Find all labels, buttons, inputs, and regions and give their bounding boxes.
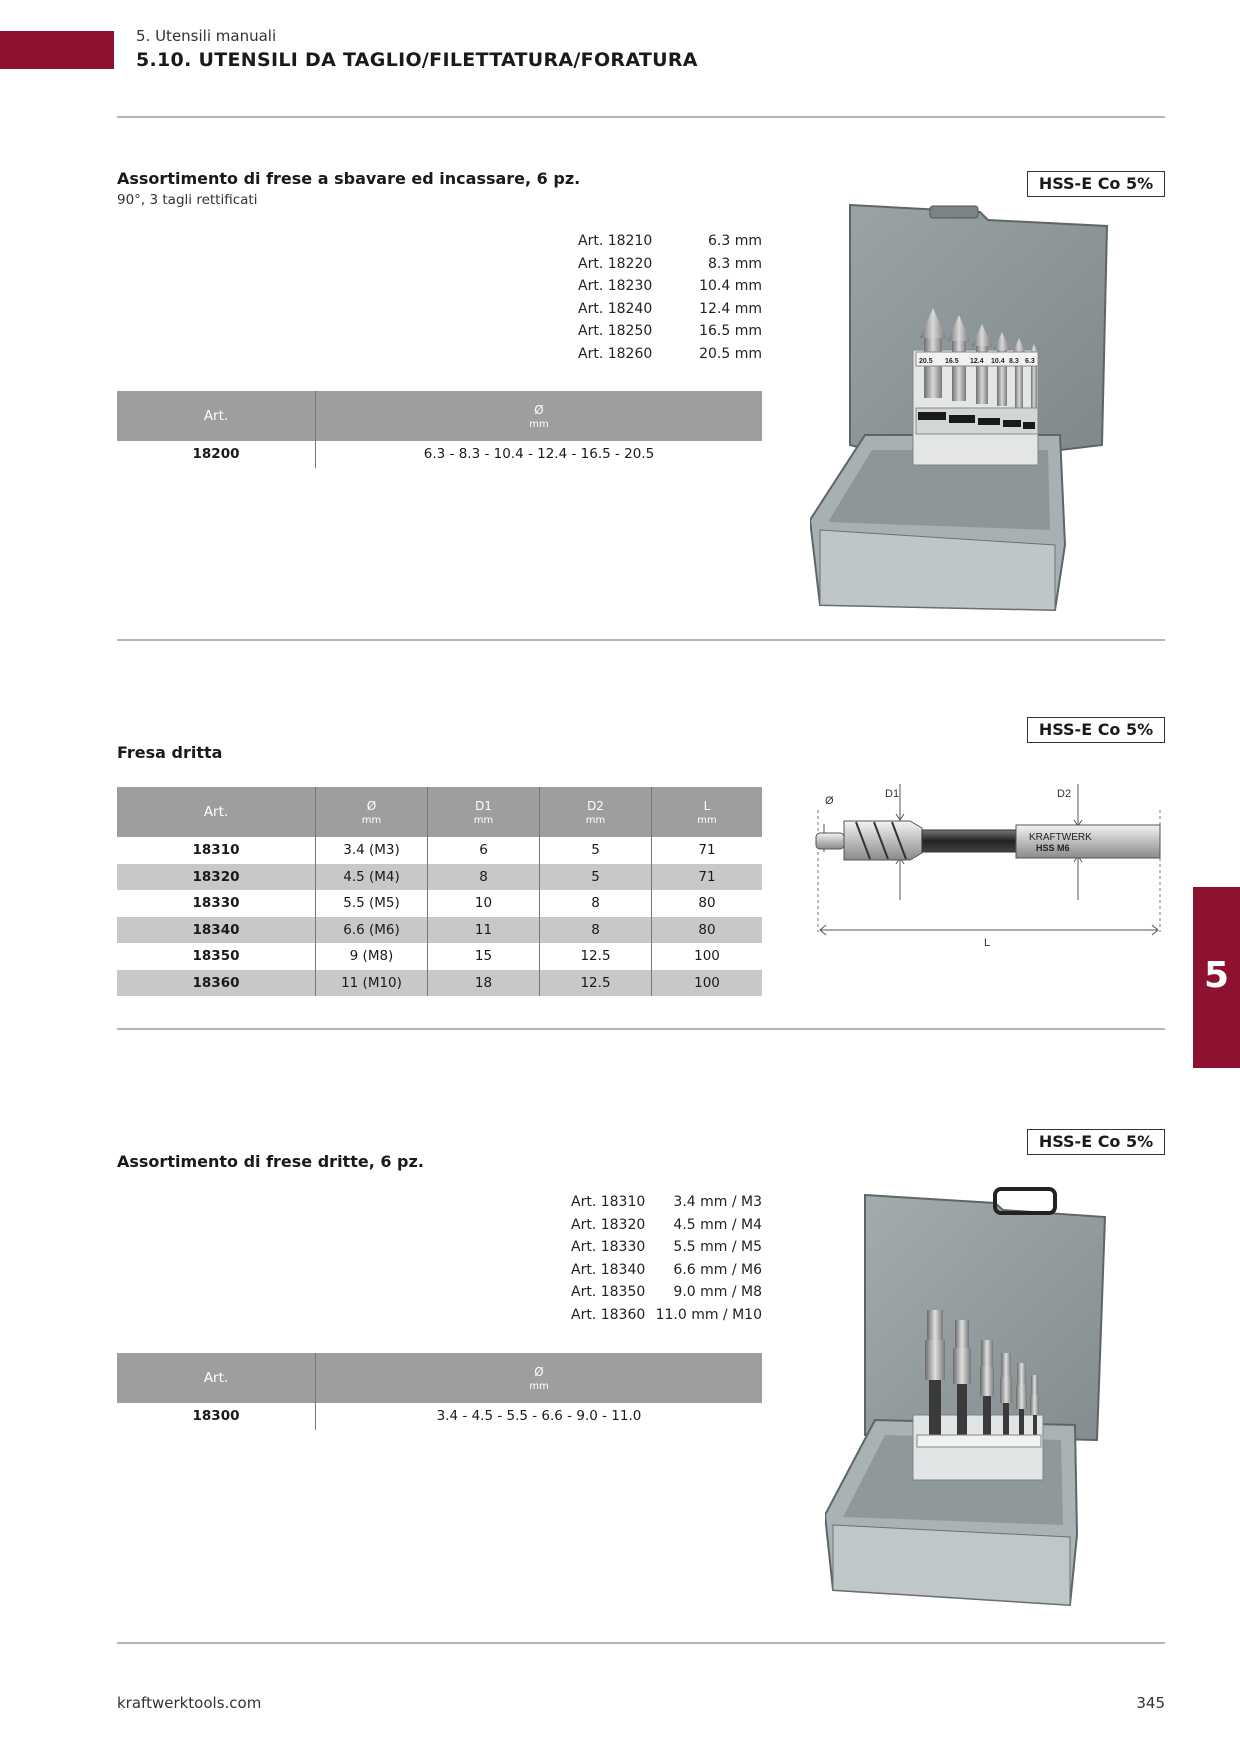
dimension-label: L bbox=[984, 937, 991, 949]
section1-title: Assortimento di frese a sbavare ed incassare, 6 pz. bbox=[117, 169, 581, 188]
section2-title: Fresa dritta bbox=[117, 743, 223, 762]
header-accent-bar bbox=[0, 31, 114, 69]
table-row bbox=[117, 441, 762, 468]
table-row: 18330 5.5 (M5) 10 8 80 bbox=[117, 890, 762, 917]
bit-label: 10.4 bbox=[991, 358, 1005, 365]
bit-label: 20.5 bbox=[919, 358, 933, 365]
list-item: Art. 18260 20.5 mm bbox=[578, 345, 762, 362]
dimension-label: D2 bbox=[1057, 788, 1072, 800]
dimension-label: D1 bbox=[885, 788, 900, 800]
divider bbox=[117, 1028, 1165, 1030]
table-cell: 6.3 - 8.3 - 10.4 - 12.4 - 16.5 - 20.5 bbox=[316, 441, 763, 468]
column-header: Ø mm bbox=[316, 1353, 763, 1403]
list-item: Art. 18230 10.4 mm bbox=[578, 278, 762, 294]
bit-label: 6.3 bbox=[1025, 358, 1035, 365]
article-list bbox=[578, 233, 762, 368]
bit-label: 12.4 bbox=[970, 358, 984, 365]
table-header-row bbox=[117, 391, 762, 441]
divider bbox=[117, 1642, 1165, 1644]
page-number: 345 bbox=[1136, 1694, 1165, 1712]
column-header: Ø mm bbox=[316, 391, 763, 441]
list-item: Art. 18240 12.4 mm bbox=[578, 300, 762, 317]
list-item: Art. 18310 3.4 mm / M3 bbox=[571, 1194, 762, 1210]
list-item: Art. 18320 4.5 mm / M4 bbox=[571, 1216, 762, 1233]
column-header: Ø mm bbox=[316, 787, 428, 837]
chapter-tab: 5 bbox=[1193, 887, 1240, 1068]
dimension-label: Ø bbox=[825, 795, 834, 807]
counterbore-set-image bbox=[825, 1185, 1115, 1610]
list-item: Art. 18250 16.5 mm bbox=[578, 323, 762, 339]
tool-marking: HSS M6 bbox=[1036, 843, 1070, 853]
counterbore-diagram bbox=[810, 780, 1170, 960]
material-badge: HSS-E Co 5% bbox=[1027, 1129, 1165, 1155]
spec-table bbox=[117, 391, 762, 468]
section3-title: Assortimento di frese dritte, 6 pz. bbox=[117, 1152, 424, 1171]
column-header: D1 mm bbox=[428, 787, 540, 837]
table-row: 18340 6.6 (M6) 11 8 80 bbox=[117, 917, 762, 944]
table-header-row bbox=[117, 1353, 762, 1403]
spec-table bbox=[117, 1353, 762, 1430]
table-row: 18320 4.5 (M4) 8 5 71 bbox=[117, 864, 762, 891]
list-item: Art. 18330 5.5 mm / M5 bbox=[571, 1239, 762, 1255]
column-header: Art. bbox=[117, 391, 316, 441]
column-header: Art. bbox=[117, 1353, 316, 1403]
column-header: Art. bbox=[117, 787, 316, 837]
list-item: Art. 18220 8.3 mm bbox=[578, 255, 762, 272]
column-header: D2 mm bbox=[540, 787, 652, 837]
table-cell: 18300 bbox=[192, 1408, 240, 1425]
dimension-table bbox=[117, 787, 762, 996]
material-badge: HSS-E Co 5% bbox=[1027, 171, 1165, 197]
material-badge: HSS-E Co 5% bbox=[1027, 717, 1165, 743]
table-row: 18350 9 (M8) 15 12.5 100 bbox=[117, 943, 762, 970]
breadcrumb: 5. Utensili manuali bbox=[136, 27, 277, 45]
table-row: 18310 3.4 (M3) 6 5 71 bbox=[117, 837, 762, 864]
column-header: L mm bbox=[652, 787, 763, 837]
bit-label: 8.3 bbox=[1009, 358, 1019, 365]
table-header-row bbox=[117, 787, 762, 837]
table-row: 18360 11 (M10) 18 12.5 100 bbox=[117, 970, 762, 997]
footer-website: kraftwerktools.com bbox=[117, 1694, 262, 1712]
divider bbox=[117, 639, 1165, 641]
table-row bbox=[117, 1403, 762, 1430]
brand-marking: KRAFTWERK bbox=[1029, 832, 1092, 843]
divider bbox=[117, 116, 1165, 118]
table-cell: 3.4 - 4.5 - 5.5 - 6.6 - 9.0 - 11.0 bbox=[316, 1403, 763, 1430]
list-item: Art. 18210 6.3 mm bbox=[578, 233, 762, 249]
table-cell: 18200 bbox=[192, 446, 240, 463]
section1-subtitle: 90°, 3 tagli rettificati bbox=[117, 192, 258, 208]
list-item: Art. 18360 11.0 mm / M10 bbox=[571, 1306, 762, 1323]
bit-label: 16.5 bbox=[945, 358, 959, 365]
page-title: 5.10. UTENSILI DA TAGLIO/FILETTATURA/FORATURA bbox=[136, 49, 698, 71]
list-item: Art. 18350 9.0 mm / M8 bbox=[571, 1284, 762, 1300]
countersink-set-image bbox=[810, 200, 1115, 620]
list-item: Art. 18340 6.6 mm / M6 bbox=[571, 1261, 762, 1278]
article-list bbox=[571, 1194, 762, 1329]
